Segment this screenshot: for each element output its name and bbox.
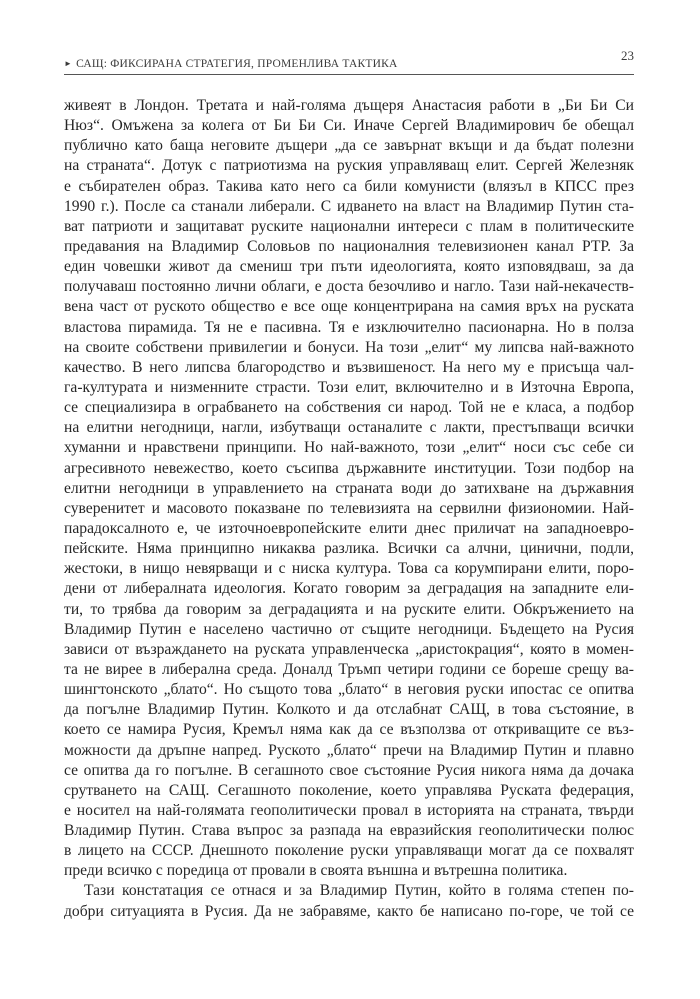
text-line: пейските. Няма принципно никаква разлика. Всички са алчни, цинични, подли,	[64, 540, 634, 558]
page-header	[64, 48, 634, 72]
text-line: се специализира в ограбването на собствения си народ. Той не е класа, а подбор	[64, 399, 634, 417]
text-line: получаваш постоянно лични облаги, е доста безочливо и нагло. Тази най-некачеств-	[64, 278, 634, 296]
text-line: Тази констатация се отнася и за Владимир Путин, който в голяма степен по-	[84, 882, 634, 900]
text-line: живеят в Лондон. Третата и най-голяма дъщеря Анастасия работи в „Би Би Си	[64, 97, 634, 114]
text-line: е събирателен образ. Такива като него са били комунисти (влязъл в КПСС през	[64, 177, 634, 195]
text-line: в лицето на СССР. Днешното поколение руски управляващи могат да се похвалят	[64, 842, 634, 860]
running-head	[64, 58, 397, 70]
text-line: 1990 г.). После са станали либерали. С идването на власт на Владимир Путин ста-	[64, 197, 634, 215]
running-head-text: САЩ: ФИКСИРАНА СТРАТЕГИЯ, ПРОМЕНЛИВА ТАКТИКА	[76, 58, 398, 70]
text-line: добри ситуацията в Русия. Да не забравяме, както бе написано по-горе, че той се	[64, 902, 634, 920]
text-line: на елитни негодници, нагли, избутващи останалите с лакти, престъпващи всички	[64, 419, 634, 437]
text-line: парадоксалното е, че източноевропейските елити днес приличат на западноевро-	[64, 519, 634, 537]
text-line: зависи от възраждането на руската управленческа „аристокрация“, която в момен-	[64, 640, 634, 658]
text-line: суверенитет и масовото показване по телевизията на сервилни физиономии. Най-	[64, 499, 634, 517]
text-line: жестоки, в нищо невярващи и с ниска култура. Това са корумпирани елити, поро-	[64, 560, 634, 578]
text-line: га-културата и низменните страсти. Този елит, включително и в Източна Европа,	[64, 378, 634, 396]
text-line: Нюз“. Омъжена за колега от Би Би Си. Иначе Сергей Владимирович бе обещал	[64, 117, 634, 135]
text-line: шингтонското „блато“. Но същото това „блато“ в неговия руски ипостас се опитва	[64, 681, 634, 699]
text-line: вена част от руското общество е все още концентрирана на самия връх на руската	[64, 298, 634, 316]
text-line: на своите собствени привилегии и бонуси. На този „елит“ му липсва най-важното	[64, 338, 634, 356]
header-rule	[64, 74, 634, 75]
text-line: качество. В него липсва благородство и възвишеност. На него му е присъща чал-	[64, 358, 634, 376]
body-text	[64, 96, 634, 922]
page-number: 23	[621, 48, 634, 63]
text-line: Владимир Путин е населено частично от същите негодници. Бъдещето на Русия	[64, 620, 634, 638]
text-line: хуманни и нравствени принципи. Но най-важното, този „елит“ носи със себе си	[64, 439, 634, 457]
text-line: властова пирамида. Тя не е пасивна. Тя е изключително пасионарна. Но в полза	[64, 318, 634, 336]
text-line: да погълне Владимир Путин. Колкото и да отслабнат САЩ, в това състояние, в	[64, 701, 634, 719]
text-line: агресивното невежество, което съсипва държавните институции. Този подбор на	[64, 459, 634, 477]
text-line: срутването на САЩ. Сегашното поколение, което управлява Руската федерация,	[64, 781, 634, 799]
text-line: преди всичко с поредица от провали в своята външна и вътрешна политика.	[64, 862, 568, 880]
text-line: та не вирее в либерална среда. Доналд Тръмп четири години се бореше срещу ва-	[64, 660, 634, 678]
text-line: можности да дръпне напред. Руското „блато“ пречи на Владимир Путин и плавно	[64, 741, 634, 759]
text-line: се опитва да го погълне. В сегашното свое състояние Русия никога няма да дочака	[64, 761, 634, 779]
text-line: Владимир Путин. Става въпрос за разпада на евразийския геополитически полюс	[64, 822, 634, 840]
text-line: е носител на най-голямата геополитически провал в историята на страната, твърди	[64, 801, 634, 819]
text-line: което се намира Русия, Кремъл няма как да се възползва от откриващите се въз-	[64, 721, 634, 739]
text-line: ват патриоти и защитават руските национални интереси с плам в политическите	[64, 217, 634, 235]
text-line: ти, то трябва да говорим за деградацията и на руските елити. Обкръжението на	[64, 600, 634, 618]
text-line: един човешки живот да смениш три пъти идеологията, която изповядваш, за да	[64, 258, 634, 276]
text-line: елитни негодници в управлението на страната води до затихване на държавния	[64, 479, 634, 497]
text-line: публично като баща неговите дъщери „да се завърнат вкъщи и да бъдат полезни	[64, 137, 634, 155]
text-line: на страната“. Дотук с патриотизма на руския управляващ елит. Сергей Железняк	[64, 157, 634, 175]
text-line: предавания на Владимир Соловьов по националния телевизионен канал РТР. За	[64, 237, 634, 255]
text-line: дени от либералната идеология. Когато говорим за деградация на западните ели-	[64, 580, 634, 598]
triangle-right-icon: ►	[64, 59, 73, 68]
